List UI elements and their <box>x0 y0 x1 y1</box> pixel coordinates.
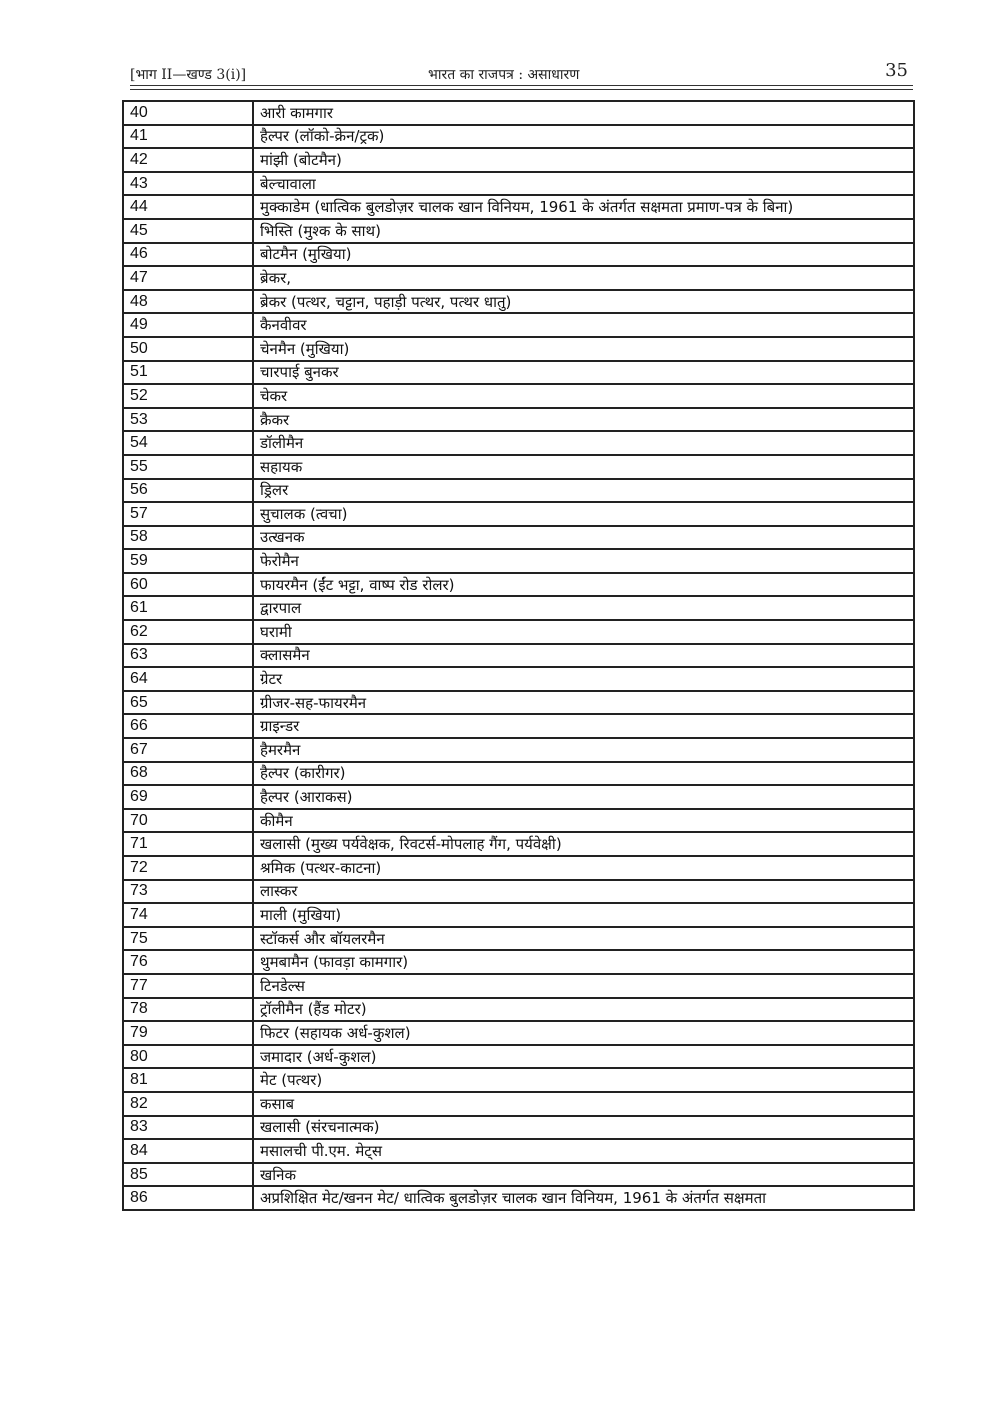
table-row <box>123 243 914 267</box>
header-rule-top <box>130 85 913 86</box>
row-occupation-name: फायरमैन (ईंट भट्टा, वाष्प रोड रोलर) <box>253 573 914 597</box>
row-serial-number: 84 <box>123 1139 253 1163</box>
table-row <box>123 880 914 904</box>
row-serial-number: 62 <box>123 620 253 644</box>
row-serial-number: 72 <box>123 856 253 880</box>
table-row <box>123 101 914 125</box>
table-row <box>123 832 914 856</box>
page-number: 35 <box>885 60 908 81</box>
table-row <box>123 172 914 196</box>
row-occupation-name: लास्कर <box>253 880 914 904</box>
table-row <box>123 1139 914 1163</box>
row-serial-number: 67 <box>123 738 253 762</box>
row-occupation-name: भिस्ति (मुश्क के साथ) <box>253 219 914 243</box>
occupation-table-body <box>123 101 914 1210</box>
row-occupation-name: मेट (पत्थर) <box>253 1068 914 1092</box>
table-row <box>123 1068 914 1092</box>
row-occupation-name: ग्रीजर-सह-फायरमैन <box>253 691 914 715</box>
row-occupation-name: बोटमैन (मुखिया) <box>253 243 914 267</box>
header-gazette-title: भारत का राजपत्र : असाधारण <box>428 67 580 83</box>
row-occupation-name: कसाब <box>253 1092 914 1116</box>
row-occupation-name: हैल्पर (आराकस) <box>253 785 914 809</box>
row-occupation-name: स्टॉकर्स और बॉयलरमैन <box>253 927 914 951</box>
row-occupation-name: श्रमिक (पत्थर-काटना) <box>253 856 914 880</box>
row-occupation-name: डॉलीमैन <box>253 431 914 455</box>
row-occupation-name: हैमरमैन <box>253 738 914 762</box>
row-occupation-name: जमादार (अर्ध-कुशल) <box>253 1045 914 1069</box>
table-row <box>123 691 914 715</box>
row-serial-number: 82 <box>123 1092 253 1116</box>
table-row <box>123 1021 914 1045</box>
row-serial-number: 56 <box>123 479 253 503</box>
row-occupation-name: फिटर (सहायक अर्ध-कुशल) <box>253 1021 914 1045</box>
row-serial-number: 69 <box>123 785 253 809</box>
row-serial-number: 49 <box>123 313 253 337</box>
row-serial-number: 55 <box>123 455 253 479</box>
row-serial-number: 81 <box>123 1068 253 1092</box>
row-occupation-name: चेनमैन (मुखिया) <box>253 337 914 361</box>
table-row <box>123 431 914 455</box>
table-row <box>123 762 914 786</box>
row-serial-number: 60 <box>123 573 253 597</box>
table-row <box>123 573 914 597</box>
row-serial-number: 57 <box>123 502 253 526</box>
header-section-label: [भाग II—खण्ड 3(i)] <box>130 67 247 83</box>
row-serial-number: 66 <box>123 714 253 738</box>
row-serial-number: 45 <box>123 219 253 243</box>
row-occupation-name: हैल्पर (कारीगर) <box>253 762 914 786</box>
table-row <box>123 974 914 998</box>
row-occupation-name: ड्रिलर <box>253 479 914 503</box>
row-serial-number: 77 <box>123 974 253 998</box>
row-serial-number: 48 <box>123 290 253 314</box>
row-serial-number: 59 <box>123 549 253 573</box>
row-occupation-name: थुमबामैन (फावड़ा कामगार) <box>253 950 914 974</box>
row-occupation-name: खलासी (संरचनात्मक) <box>253 1116 914 1140</box>
row-serial-number: 54 <box>123 431 253 455</box>
row-occupation-name: हैल्पर (लॉको-क्रेन/ट्रक) <box>253 125 914 149</box>
row-serial-number: 65 <box>123 691 253 715</box>
row-occupation-name: मसालची पी.एम. मेट्स <box>253 1139 914 1163</box>
table-row <box>123 125 914 149</box>
row-occupation-name: आरी कामगार <box>253 101 914 125</box>
row-occupation-name: उत्खनक <box>253 526 914 550</box>
row-serial-number: 64 <box>123 667 253 691</box>
table-row <box>123 148 914 172</box>
table-row <box>123 384 914 408</box>
table-row <box>123 1045 914 1069</box>
row-serial-number: 41 <box>123 125 253 149</box>
table-row <box>123 502 914 526</box>
row-serial-number: 53 <box>123 408 253 432</box>
table-row <box>123 455 914 479</box>
table-row <box>123 998 914 1022</box>
table-row <box>123 337 914 361</box>
table-row <box>123 219 914 243</box>
row-occupation-name: क्रैकर <box>253 408 914 432</box>
table-row <box>123 738 914 762</box>
row-serial-number: 71 <box>123 832 253 856</box>
row-occupation-name: टिनडेल्स <box>253 974 914 998</box>
row-serial-number: 79 <box>123 1021 253 1045</box>
row-occupation-name: सुचालक (त्वचा) <box>253 502 914 526</box>
row-occupation-name: अप्रशिक्षित मेट/खनन मेट/ धात्विक बुलडोज़र चालक खान विनियम, 1961 के अंतर्गत सक्षमता <box>253 1186 914 1210</box>
row-serial-number: 42 <box>123 148 253 172</box>
row-serial-number: 75 <box>123 927 253 951</box>
table-row <box>123 479 914 503</box>
occupation-table <box>122 100 915 1211</box>
row-serial-number: 73 <box>123 880 253 904</box>
row-serial-number: 68 <box>123 762 253 786</box>
table-row <box>123 1163 914 1187</box>
table-row <box>123 549 914 573</box>
table-row <box>123 620 914 644</box>
table-row <box>123 408 914 432</box>
row-occupation-name: घरामी <box>253 620 914 644</box>
row-serial-number: 61 <box>123 596 253 620</box>
row-serial-number: 43 <box>123 172 253 196</box>
table-row <box>123 266 914 290</box>
table-row <box>123 927 914 951</box>
table-row <box>123 644 914 668</box>
row-serial-number: 74 <box>123 903 253 927</box>
row-serial-number: 44 <box>123 195 253 219</box>
row-occupation-name: मुक्काडेम (धात्विक बुलडोज़र चालक खान विनियम, 1961 के अंतर्गत सक्षमता प्रमाण-पत्र के बिना) <box>253 195 914 219</box>
row-occupation-name: बेल्चावाला <box>253 172 914 196</box>
table-row <box>123 714 914 738</box>
row-occupation-name: फेरोमैन <box>253 549 914 573</box>
table-row <box>123 667 914 691</box>
row-occupation-name: कैनवीवर <box>253 313 914 337</box>
row-serial-number: 86 <box>123 1186 253 1210</box>
row-occupation-name: कीमैन <box>253 809 914 833</box>
row-occupation-name: चारपाई बुनकर <box>253 361 914 385</box>
table-row <box>123 1092 914 1116</box>
row-occupation-name: ब्रेकर (पत्थर, चट्टान, पहाड़ी पत्थर, पत्थर धातु) <box>253 290 914 314</box>
row-serial-number: 70 <box>123 809 253 833</box>
row-serial-number: 40 <box>123 101 253 125</box>
row-occupation-name: माली (मुखिया) <box>253 903 914 927</box>
row-serial-number: 52 <box>123 384 253 408</box>
row-serial-number: 46 <box>123 243 253 267</box>
row-serial-number: 76 <box>123 950 253 974</box>
row-serial-number: 63 <box>123 644 253 668</box>
page-header <box>130 60 908 86</box>
row-serial-number: 83 <box>123 1116 253 1140</box>
row-occupation-name: खलासी (मुख्य पर्यवेक्षक, रिवटर्स-मोपलाह गैंग, पर्यवेक्षी) <box>253 832 914 856</box>
table-row <box>123 526 914 550</box>
table-row <box>123 809 914 833</box>
header-rule-bottom <box>130 89 913 90</box>
table-row <box>123 1116 914 1140</box>
row-serial-number: 80 <box>123 1045 253 1069</box>
row-serial-number: 47 <box>123 266 253 290</box>
row-occupation-name: ग्रेटर <box>253 667 914 691</box>
row-occupation-name: मांझी (बोटमैन) <box>253 148 914 172</box>
row-occupation-name: ग्राइन्डर <box>253 714 914 738</box>
row-occupation-name: खनिक <box>253 1163 914 1187</box>
table-row <box>123 195 914 219</box>
table-row <box>123 361 914 385</box>
table-row <box>123 1186 914 1210</box>
table-row <box>123 596 914 620</box>
row-serial-number: 78 <box>123 998 253 1022</box>
table-row <box>123 856 914 880</box>
row-occupation-name: द्वारपाल <box>253 596 914 620</box>
row-serial-number: 58 <box>123 526 253 550</box>
table-row <box>123 313 914 337</box>
row-serial-number: 85 <box>123 1163 253 1187</box>
table-row <box>123 903 914 927</box>
row-occupation-name: ट्रॉलीमैन (हैंड मोटर) <box>253 998 914 1022</box>
row-serial-number: 51 <box>123 361 253 385</box>
table-row <box>123 950 914 974</box>
row-occupation-name: चेकर <box>253 384 914 408</box>
row-serial-number: 50 <box>123 337 253 361</box>
table-row <box>123 290 914 314</box>
row-occupation-name: सहायक <box>253 455 914 479</box>
row-occupation-name: क्लासमैन <box>253 644 914 668</box>
row-occupation-name: ब्रेकर, <box>253 266 914 290</box>
table-row <box>123 785 914 809</box>
